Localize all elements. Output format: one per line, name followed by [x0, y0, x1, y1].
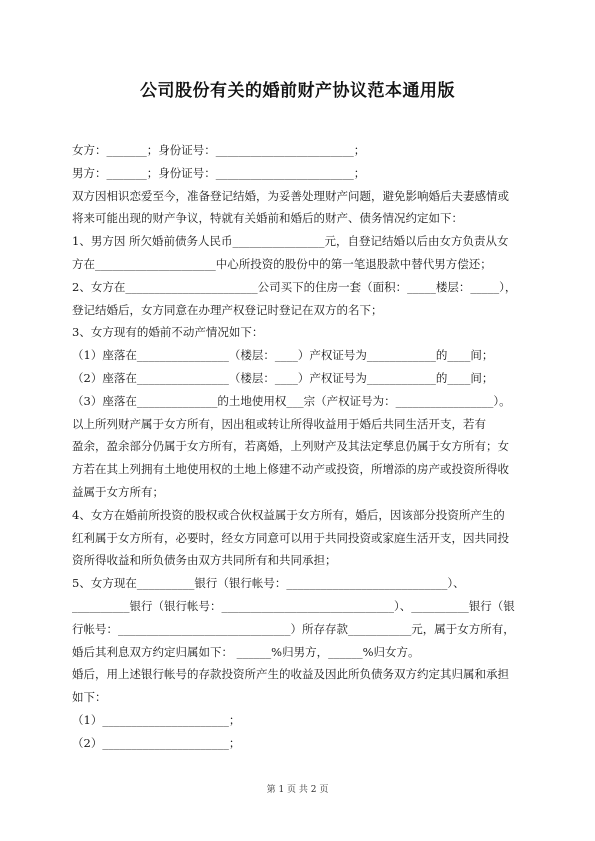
clause-3-note-line-3: 方若在其上列拥有土地使用权的土地上修建不动产或投资，所增添的房产或投资所得收 [72, 462, 509, 477]
investment-line-2: 如下： [72, 690, 107, 705]
clause-3-item-1: （1）座落在________________（楼层：____）产权证号为____________的____间； [72, 348, 494, 363]
agreement-body [72, 139, 528, 755]
male-party-line: 男方：_______；身份证号：________________________； [72, 165, 366, 180]
clause-2-line-2: 登记结婚后，女方同意在办理产权登记时登记在双方的名下； [72, 302, 383, 317]
preamble-line-2: 将来可能出现的财产争议，特就有关婚前和婚后的财产、债务情况约定如下： [72, 211, 463, 226]
clause-3-note-line-1: 以上所列财产属于女方所有，因出租或转让所得收益用于婚后共同生活开支，若有 [72, 416, 486, 431]
clause-5-line-4: 婚后其利息双方约定归属如下： ______%归男方，______%归女方。 [72, 644, 420, 659]
clause-2-line-1: 2、女方在_______________________公司买下的住房一套（面积：_____楼层：_____）， [72, 279, 517, 294]
clause-3-note-line-2: 盈余，盈余部分仍属于女方所有，若离婚，上列财产及其法定孳息仍属于女方所有；女 [72, 439, 509, 454]
clause-3-heading: 3、女方现有的婚前不动产情况如下： [72, 325, 264, 340]
investment-line-1: 婚后，用上述银行帐号的存款投资所产生的收益及因此所负债务双方约定其归属和承担 [72, 667, 509, 682]
clause-4-line-3: 资所得收益和所负债务由双方共同所有和共同承担； [72, 553, 337, 568]
investment-item-1: （1）______________________； [72, 712, 241, 727]
clause-5-line-1: 5、女方现在__________银行（银行帐号：____________________________）、 [72, 576, 465, 591]
clause-4-line-2: 红利属于女方所有，必要时，经女方同意可以用于共同投资或家庭生活开支，因共同投 [72, 530, 509, 545]
page-footer: 第 1 页 共 2 页 [266, 785, 329, 795]
clause-4-line-1: 4、女方在婚前所投资的股权或合伙权益属于女方所有，婚后，因该部分投资所产生的 [72, 507, 505, 522]
document-title: 公司股份有关的婚前财产协议范本通用版 [140, 81, 455, 101]
female-party-line: 女方：_______；身份证号：________________________； [72, 143, 366, 157]
clause-5-line-2: __________银行（银行帐号：______________________________）、__________银行（银 [72, 598, 515, 613]
preamble-line-1: 双方因相识恋爱至今，准备登记结婚，为妥善处理财产问题，避免影响婚后夫妻感情或 [72, 188, 509, 203]
clause-5-line-3: 行帐号：______________________________）所存存款___________元，属于女方所有， [72, 621, 515, 636]
clause-1-line-1: 1、男方因 所欠婚前债务人民币________________元，自登记结婚以后由女方负责从女 [72, 234, 509, 249]
clause-1-line-2: 方在_____________________中心所投资的股份中的第一笔退股款中替代男方偿还； [72, 256, 492, 271]
investment-item-2: （2）______________________； [72, 735, 241, 750]
clause-3-item-3: （3）座落在______________的土地使用权___宗（产权证号为：_________________）。 [72, 393, 511, 408]
clause-3-note-line-4: 益属于女方所有； [72, 484, 164, 499]
clause-3-item-2: （2）座落在________________（楼层：____）产权证号为____________的____间； [72, 370, 494, 385]
